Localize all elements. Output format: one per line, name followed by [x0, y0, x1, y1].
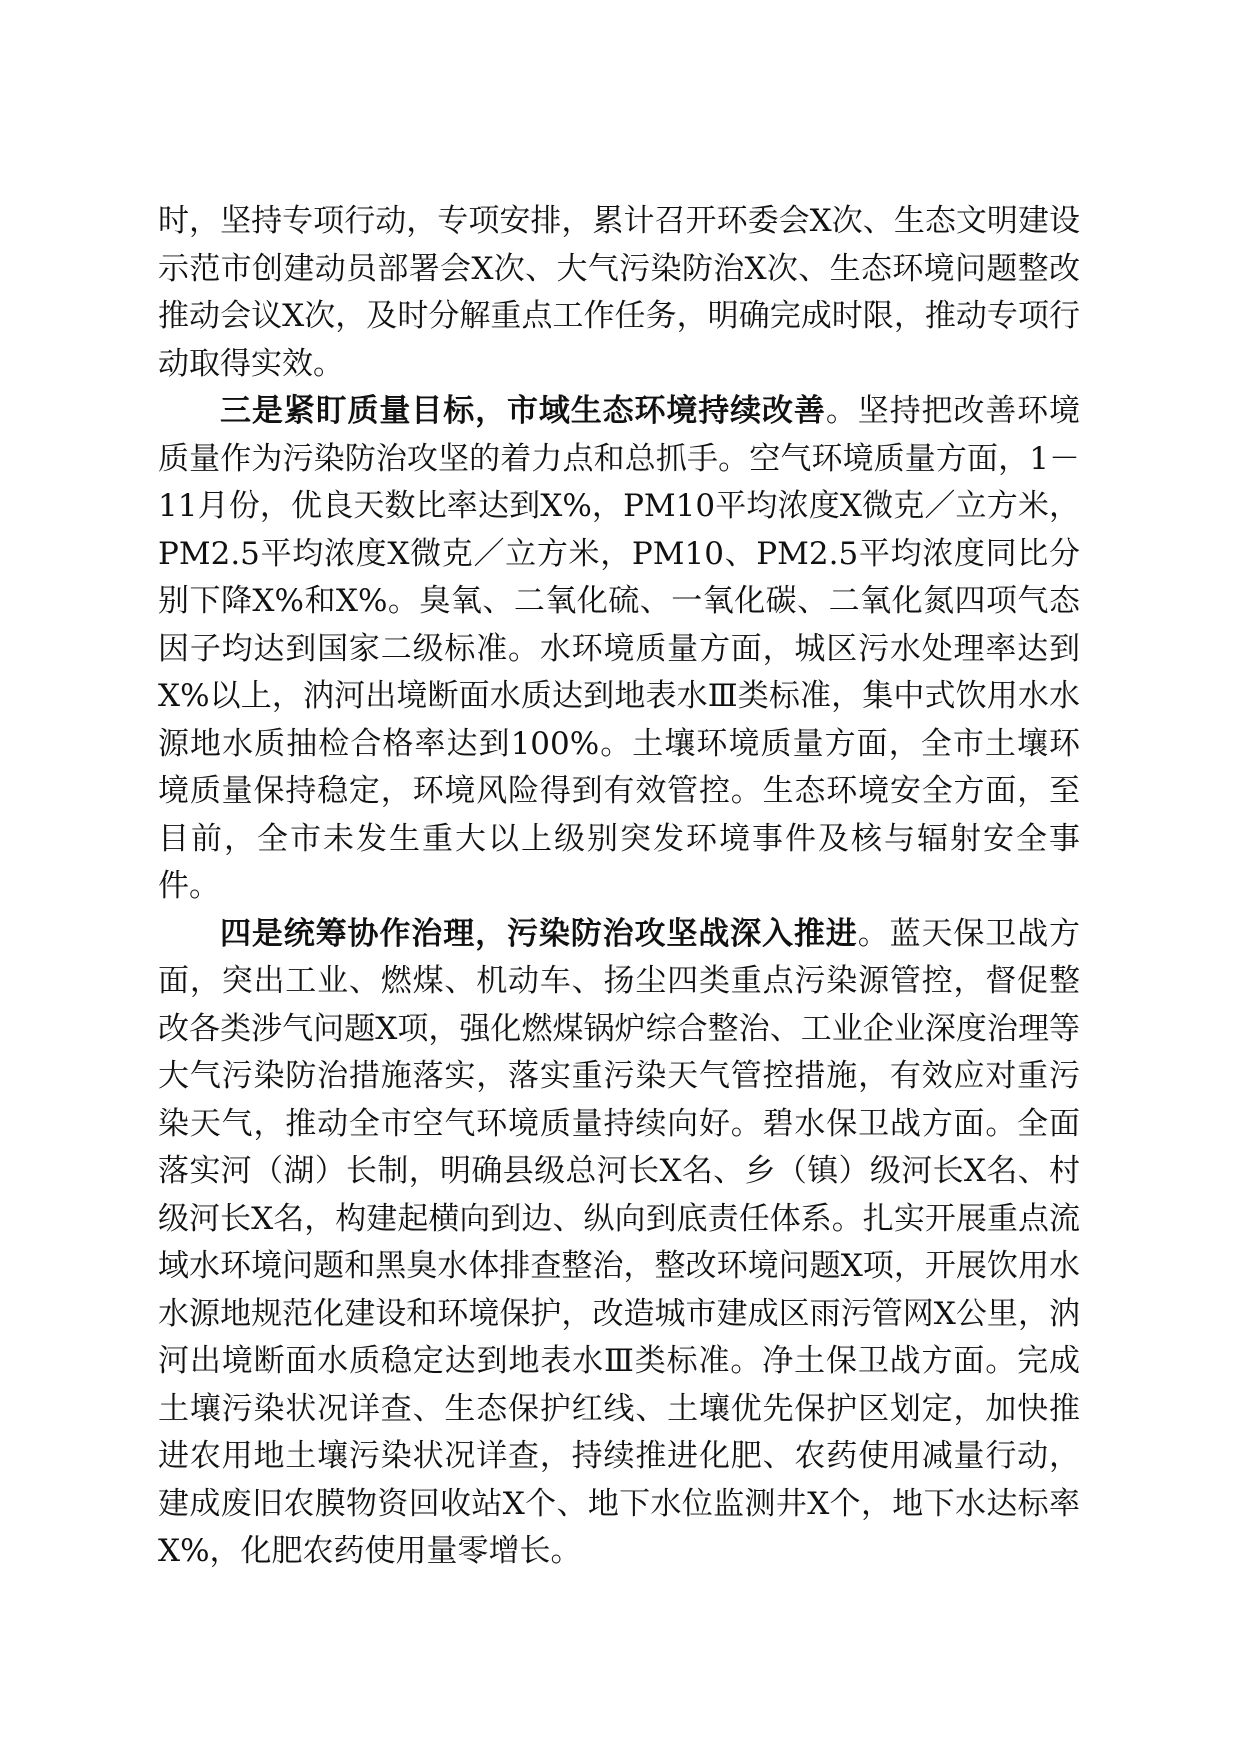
paragraph-text: 时，坚持专项行动，专项安排，累计召开环委会X次、生态文明建设示范市创建动员部署会X次、大气污染防治X次、生态环境问题整改推动会议X次，及时分解重点工作任务，明确完成时限，推动专项行动取得实效。: [158, 203, 1080, 382]
paragraph-text: 。坚持把改善环境质量作为污染防治攻坚的着力点和总抓手。空气环境质量方面，1－11月份，优良天数比率达到X%，PM10平均浓度X微克／立方米，PM2.5平均浓度X微克／立方米，PM10、PM2.5平均浓度同比分别下降X%和X%。臭氧、二氧化硫、一氧化碳、二氧化氮四项气态因子均达到国家二级标准。水环境质量方面，城区污水处理率达到X%以上，汭河出境断面水质达到地表水Ⅲ类标准，集中式饮用水水源地水质抽检合格率达到100%。土壤环境质量方面，全市土壤环境质量保持稳定，环境风险得到有效管控。生态环境安全方面，至目前，全市未发生重大以上级别突发环境事件及核与辐射安全事件。: [158, 393, 1081, 904]
paragraph-lead-heading: 三是紧盯质量目标，市域生态环境持续改善: [220, 393, 826, 429]
document-body: [158, 198, 1080, 1576]
paragraph-pollution-control: [158, 911, 1080, 1576]
paragraph-continuation: [158, 198, 1080, 388]
paragraph-text: 。蓝天保卫战方面，突出工业、燃煤、机动车、扬尘四类重点污染源管控，督促整改各类涉气问题X项，强化燃煤锅炉综合整治、工业企业深度治理等大气污染防治措施落实，落实重污染天气管控措施，有效应对重污染天气，推动全市空气环境质量持续向好。碧水保卫战方面。全面落实河（湖）长制，明确县级总河长X名、乡（镇）级河长X名、村级河长X名，构建起横向到边、纵向到底责任体系。扎实开展重点流域水环境问题和黑臭水体排查整治，整改环境问题X项，开展饮用水水源地规范化建设和环境保护，改造城市建成区雨污管网X公里，汭河出境断面水质稳定达到地表水Ⅲ类标准。净土保卫战方面。完成土壤污染状况详查、生态保护红线、土壤优先保护区划定，加快推进农用地土壤污染状况详查，持续推进化肥、农药使用减量行动，建成废旧农膜物资回收站X个、地下水位监测井X个，地下水达标率X%，化肥农药使用量零增长。: [158, 915, 1081, 1569]
paragraph-quality-targets: [158, 388, 1080, 911]
paragraph-lead-heading: 四是统筹协作治理，污染防治攻坚战深入推进: [220, 915, 858, 952]
